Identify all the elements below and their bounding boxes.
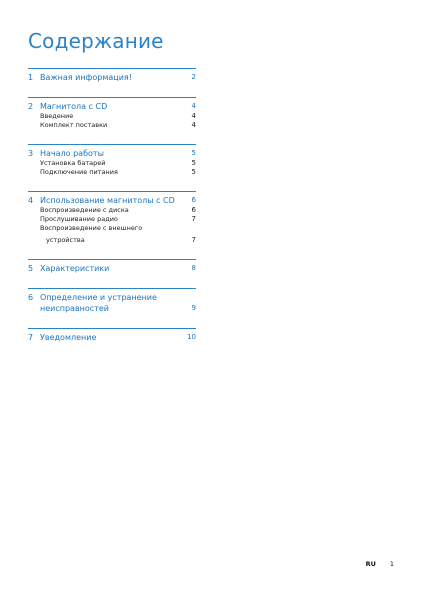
toc-entry[interactable]: [28, 101, 196, 112]
toc-page-number: 5: [191, 149, 196, 157]
toc-subentry[interactable]: [28, 215, 196, 224]
toc-section-6: [28, 288, 196, 314]
toc-page-number: 4: [191, 121, 196, 129]
toc-entry[interactable]: [28, 195, 196, 206]
toc-page-number: 6: [191, 196, 196, 204]
toc-page-number: 7: [191, 236, 196, 244]
toc-entry[interactable]: [28, 148, 196, 159]
toc-section-7: [28, 328, 196, 343]
toc-section-title: Магнитола с CD: [40, 102, 108, 111]
toc-entry[interactable]: [28, 263, 196, 274]
toc-page-number: 5: [191, 159, 196, 167]
toc-subentry[interactable]: [28, 224, 196, 233]
page-footer: [366, 560, 394, 568]
toc-section-5: [28, 259, 196, 274]
toc-subentry-title: Установка батарей: [40, 159, 106, 167]
toc-entry[interactable]: [28, 292, 196, 303]
toc-section-number: 3: [28, 149, 34, 158]
toc-subentry[interactable]: [28, 121, 196, 130]
toc-subentry-title: Воспроизведение с диска: [40, 206, 129, 214]
toc-page-number: 10: [187, 333, 196, 341]
toc-section-2: [28, 97, 196, 130]
toc-subentry[interactable]: [28, 159, 196, 168]
toc-page-number: 7: [191, 215, 196, 223]
toc-section-title: Уведомление: [40, 333, 97, 342]
language-code: RU: [365, 560, 376, 568]
toc-section-number: 4: [28, 196, 34, 205]
toc-subentry[interactable]: [28, 206, 196, 215]
toc-section-title: Использование магнитолы с CD: [40, 196, 175, 205]
toc-section-1: [28, 68, 196, 83]
toc-section-3: [28, 144, 196, 177]
page-title: Содержание: [28, 29, 164, 53]
toc-section-title: Важная информация!: [40, 73, 132, 82]
toc-subentry[interactable]: [28, 112, 196, 121]
toc-section-number: 6: [28, 293, 34, 302]
toc-page-number: 2: [191, 73, 196, 81]
toc-entry[interactable]: [28, 332, 196, 343]
toc-section-number: 7: [28, 333, 34, 342]
table-of-contents: [28, 68, 196, 343]
toc-page-number: 9: [191, 304, 196, 312]
toc-subentry-title: Прослушивание радио: [40, 215, 118, 223]
toc-page-number: 8: [191, 264, 196, 272]
toc-subentry[interactable]: [28, 168, 196, 177]
toc-subentry-continuation[interactable]: [28, 236, 196, 245]
toc-subentry-title: Подключение питания: [40, 168, 118, 176]
toc-section-4: [28, 191, 196, 245]
toc-section-number: 5: [28, 264, 34, 273]
toc-section-title-continued: неисправностей: [40, 304, 109, 313]
toc-entry[interactable]: [28, 72, 196, 83]
toc-section-title: Определение и устранение: [40, 293, 157, 302]
toc-page-number: 5: [191, 168, 196, 176]
toc-section-title: Характеристики: [40, 264, 110, 273]
toc-subentry-title: устройства: [46, 236, 85, 244]
toc-entry-continuation[interactable]: [28, 303, 196, 314]
toc-section-number: 2: [28, 102, 34, 111]
toc-section-number: 1: [28, 73, 34, 82]
page-number: 1: [389, 560, 394, 568]
toc-page-number: 4: [191, 102, 196, 110]
toc-subentry-title: Введение: [40, 112, 74, 120]
toc-page-number: 6: [191, 206, 196, 214]
toc-subentry-title: Воспроизведение с внешнего: [40, 224, 143, 232]
toc-page-number: 4: [191, 112, 196, 120]
toc-subentry-title: Комплект поставки: [40, 121, 108, 129]
toc-section-title: Начало работы: [40, 149, 104, 158]
